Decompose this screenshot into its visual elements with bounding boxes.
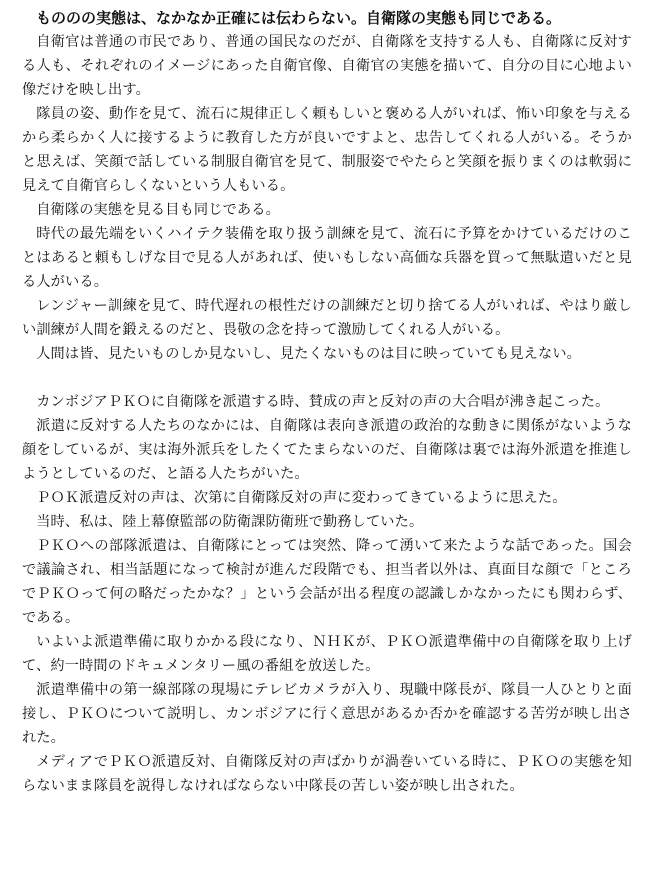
paragraph: 時代の最先端をいくハイテク装備を取り扱う訓練を見て、流石に予算をかけているだけのことはあると頼もしげな目で見る人があれば、使いもしない高価な兵器を買って無駄遣いだと見る人がいる。 bbox=[22, 226, 632, 290]
document-heading: もののの実態は、なかなか正確には伝わらない。自衛隊の実態も同じである。 bbox=[36, 9, 562, 27]
paragraph: ＰＯＫ派遣反対の声は、次第に自衛隊反対の声に変わってきているように思えた。 bbox=[36, 490, 567, 506]
paragraph: レンジャー訓練を見て、時代遅れの根性だけの訓練だと切り捨てる人がいれば、やはり厳しい訓練が人間を鍛えるのだと、畏敬の念を持って激励してくれる人がいる。 bbox=[22, 298, 632, 338]
paragraph: メディアでＰＫＯ派遣反対、自衛隊反対の声ばかりが渦巻いている時に、ＰＫＯの実態を知らないまま隊員を説得しなければならない中隊長の苦しい姿が映し出された。 bbox=[22, 754, 632, 794]
paragraph: いよいよ派遣準備に取りかかる段になり、ＮＨＫが、ＰＫＯ派遣準備中の自衛隊を取り上げて、約一時間のドキュメンタリー風の番組を放送した。 bbox=[22, 634, 632, 674]
paragraph: 当時、私は、陸上幕僚監部の防衛課防衛班で勤務していた。 bbox=[36, 514, 424, 530]
paragraph: 自衛官は普通の市民であり、普通の国民なのだが、自衛隊を支持する人も、自衛隊に反対する人も、それぞれのイメージにあった自衛官像、自衛官の実態を描いて、自分の目に心地よい像だけを映し出す。 bbox=[22, 34, 632, 98]
section-gap bbox=[22, 366, 632, 390]
paragraph: カンボジアＰＫＯに自衛隊を派遣する時、賛成の声と反対の声の大合唱が沸き起こった。 bbox=[36, 394, 610, 410]
paragraph: ＰＫＯへの部隊派遣は、自衛隊にとっては突然、降って湧いて来たような話であった。国会で議論され、相当話題になって検討が進んだ段階でも、担当者以外は、真面目な顔で「ところでＰＫＯって何の略だったかな？」という会話が出る程度の認識しかなかったにも関わらず、である。 bbox=[22, 538, 632, 626]
paragraph: 派遣に反対する人たちのなかには、自衛隊は表向き派遣の政治的な動きに関係がないような顔をしているが、実は海外派兵をしたくてたまらないのだ、自衛隊は裏では海外派遣を推進しようとしているのだ、と語る人たちがいた。 bbox=[22, 418, 632, 482]
paragraph: 派遣準備中の第一線部隊の現場にテレビカメラが入り、現職中隊長が、隊員一人ひとりと面接し、ＰＫＯについて説明し、カンボジアに行く意思があるか否かを確認する苦労が映し出された。 bbox=[22, 682, 632, 746]
paragraph: 隊員の姿、動作を見て、流石に規律正しく頼もしいと褒める人がいれば、怖い印象を与えるから柔らかく人に接するように教育した方が良いですよと、忠告してくれる人がいる。そうかと思えば、笑顔で話している制服自衛官を見て、制服姿でやたらと笑顔を振りまくのは軟弱に見えて自衛官らしくないという人もいる。 bbox=[22, 106, 632, 194]
paragraph: 自衛隊の実態を見る目も同じである。 bbox=[36, 202, 280, 218]
paragraph: 人間は皆、見たいものしか見ないし、見たくないものは目に映っていても見えない。 bbox=[36, 346, 582, 362]
